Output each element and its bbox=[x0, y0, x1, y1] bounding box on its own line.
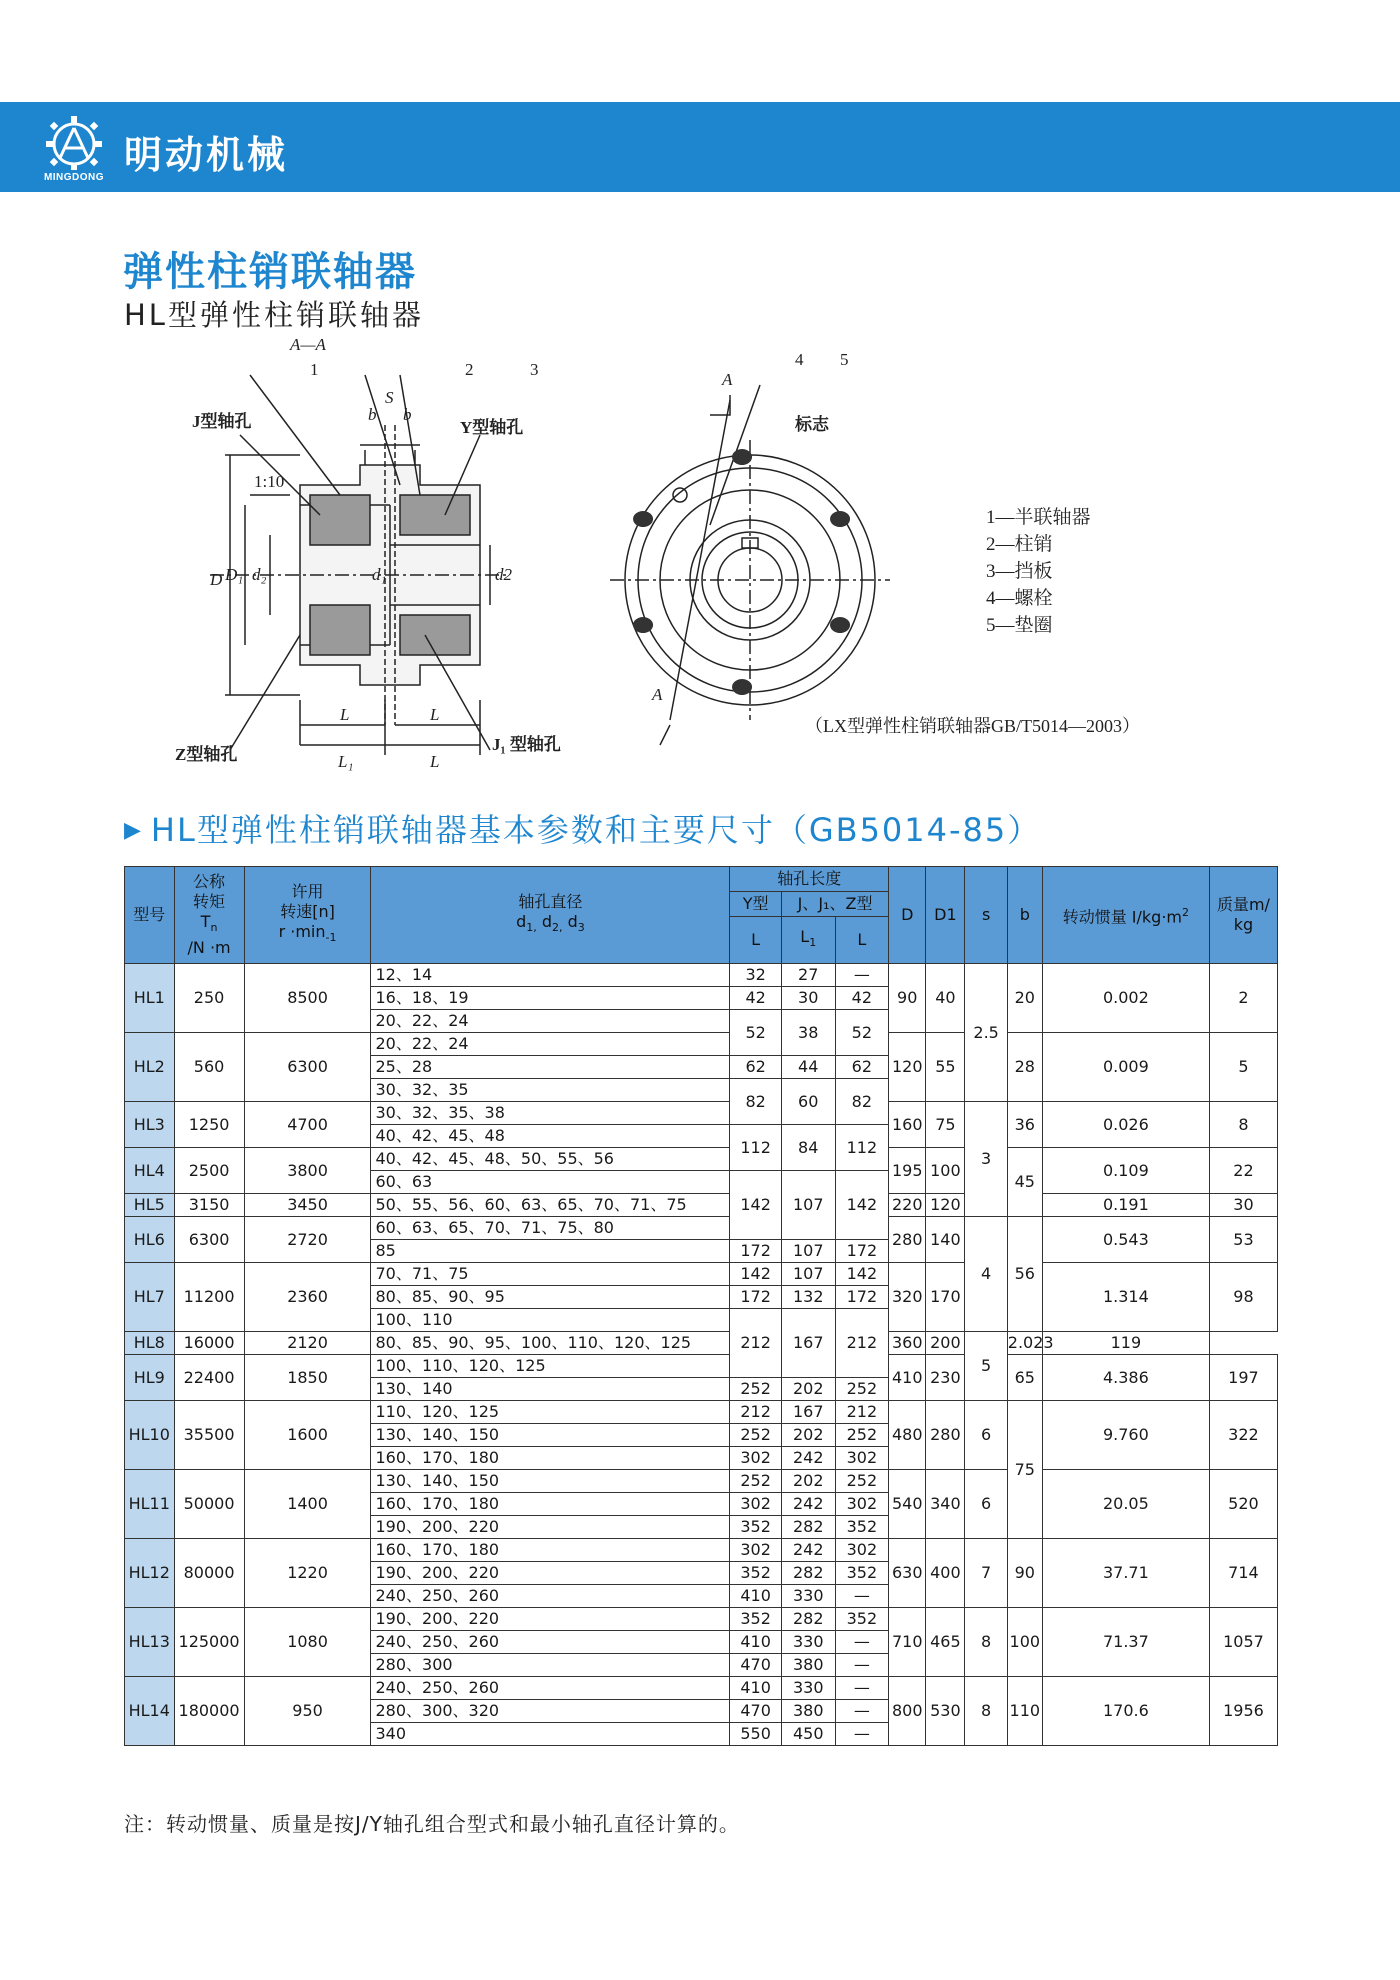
table-row: 130、140 252 202 252 bbox=[125, 1378, 1278, 1401]
label-part-4: 4 bbox=[795, 350, 804, 369]
label-d1: d₁ bbox=[372, 565, 387, 584]
label-d2-right: d2 bbox=[495, 565, 512, 584]
label-taper: 1:10 bbox=[254, 472, 285, 491]
header-L2: L bbox=[835, 917, 889, 964]
label-b-left: b bbox=[368, 405, 377, 424]
header-jz-type: J、J₁、Z型 bbox=[781, 892, 888, 917]
header-D: D bbox=[889, 867, 926, 964]
footnote: 注：转动惯量、质量是按J/Y轴孔组合型式和最小轴孔直径计算的。 bbox=[124, 1812, 740, 1836]
section-label: A—A bbox=[290, 335, 326, 354]
table-row: 240、250、260 410 330 — bbox=[125, 1631, 1278, 1654]
label-A-top: A bbox=[722, 370, 733, 389]
label-L-bottom: L bbox=[430, 752, 440, 771]
label-part-1: 1 bbox=[310, 360, 319, 379]
header-b: b bbox=[1007, 867, 1042, 964]
table-row: 160、170、180 302 242 302 bbox=[125, 1493, 1278, 1516]
label-d2-left: d₂ bbox=[252, 565, 267, 584]
table-row: 30、32、35 82 60 82 bbox=[125, 1079, 1278, 1102]
table-row: 190、200、220 352 282 352 bbox=[125, 1516, 1278, 1539]
table-row: 240、250、260 410 330 — bbox=[125, 1585, 1278, 1608]
coupling-drawing bbox=[175, 335, 1240, 775]
table-row: 20、22、24 52 38 52 bbox=[125, 1010, 1278, 1033]
header-L1: $L_1$ bbox=[781, 917, 835, 964]
label-L-right: L bbox=[430, 705, 440, 724]
header-L: L bbox=[730, 917, 782, 964]
header-bore-length: 轴孔长度 bbox=[730, 867, 889, 892]
logo-text: MINGDONG bbox=[43, 172, 105, 183]
table-row: HL3 1250 4700 30、32、35、38 160 75 3 36 0.026 8 bbox=[125, 1102, 1278, 1125]
table-row: 85 172 107 172 bbox=[125, 1240, 1278, 1263]
table-row: HL10 35500 1600 110、120、125 212 167 212 480 280 6 75 9.760 322 bbox=[125, 1401, 1278, 1424]
legend-item-1: 1—半联轴器 bbox=[986, 507, 1091, 528]
label-part-5: 5 bbox=[840, 350, 849, 369]
table-row: HL14 180000 950 240、250、260 410 330 — 800 530 8 110 170.6 1956 bbox=[125, 1677, 1278, 1700]
label-D1: D₁ bbox=[225, 565, 244, 584]
label-mark: 标志 bbox=[795, 415, 829, 434]
header-speed: 许用 转速[n] $r \cdot\min_{-1}$ bbox=[244, 867, 371, 964]
table-row: 190、200、220 352 282 352 bbox=[125, 1562, 1278, 1585]
label-A-bottom: A bbox=[652, 685, 663, 704]
table-row: 25、28 62 44 62 bbox=[125, 1056, 1278, 1079]
table-row: HL7 11200 2360 70、71、75 142 107 142 320 170 1.314 98 bbox=[125, 1263, 1278, 1286]
table-row: HL8 16000 2120 80、85、90、95、100、110、120、125 360 200 5 2.023 119 bbox=[125, 1332, 1278, 1355]
page-title: 弹性柱销联轴器 bbox=[123, 249, 417, 295]
drawing-caption: （LX型弹性柱销联轴器GB/T5014—2003） bbox=[805, 716, 1140, 736]
table-row: HL2 560 6300 20、22、24 120 55 28 0.009 5 bbox=[125, 1033, 1278, 1056]
legend-item-4: 4—螺栓 bbox=[986, 588, 1053, 609]
table-row: HL11 50000 1400 130、140、150 252 202 252 540 340 6 20.05 520 bbox=[125, 1470, 1278, 1493]
header-torque: 公称 转矩 $T_n$ /N ·m bbox=[174, 867, 244, 964]
header-D1: D1 bbox=[926, 867, 965, 964]
table-row: 40、42、45、48 112 84 112 bbox=[125, 1125, 1278, 1148]
table-row: HL13 125000 1080 190、200、220 352 282 352 710 465 8 100 71.37 1057 bbox=[125, 1608, 1278, 1631]
section-title: HL型弹性柱销联轴器基本参数和主要尺寸（GB5014-85） bbox=[150, 811, 1042, 849]
header-bore: 轴孔直径 $d_{1,}$ $d_{2,}$ $d_3$ bbox=[371, 867, 730, 964]
legend-item-5: 5—垫圈 bbox=[986, 615, 1053, 636]
table-row: HL1 250 8500 12、14 32 27 — 90 40 2.5 20 0.002 2 bbox=[125, 964, 1278, 987]
table-row: 280、300、320 470 380 — bbox=[125, 1700, 1278, 1723]
header-band bbox=[0, 102, 1400, 192]
label-z-bore: Z型轴孔 bbox=[175, 745, 238, 764]
table-row: HL6 6300 2720 60、63、65、70、71、75、80 280 140 4 56 0.543 53 bbox=[125, 1217, 1278, 1240]
legend-item-2: 2—柱销 bbox=[986, 534, 1053, 555]
table-row: HL4 2500 3800 40、42、45、48、50、55、56 195 100 45 0.109 22 bbox=[125, 1148, 1278, 1171]
table-row: 130、140、150 252 202 252 bbox=[125, 1424, 1278, 1447]
table-row: 160、170、180 302 242 302 bbox=[125, 1447, 1278, 1470]
header-y-type: Y型 bbox=[730, 892, 782, 917]
table-row: 60、63 142 107 142 bbox=[125, 1171, 1278, 1194]
header-inertia: 转动惯量 $I/kg\cdot m^2$ bbox=[1042, 867, 1209, 964]
table-row: HL12 80000 1220 160、170、180 302 242 302 630 400 7 90 37.71 714 bbox=[125, 1539, 1278, 1562]
table-row: HL9 22400 1850 100、110、120、125 410 230 65 4.386 197 bbox=[125, 1355, 1278, 1378]
label-S: S bbox=[385, 388, 394, 407]
label-L-left: L bbox=[340, 705, 350, 724]
header-s: s bbox=[965, 867, 1007, 964]
section-heading bbox=[124, 805, 1041, 851]
legend-item-3: 3—挡板 bbox=[986, 561, 1053, 582]
label-part-3: 3 bbox=[530, 360, 539, 379]
table-row: HL5 3150 3450 50、55、56、60、63、65、70、71、75 220 120 0.191 30 bbox=[125, 1194, 1278, 1217]
label-b-right: b bbox=[403, 405, 412, 424]
table-row: 80、85、90、95 172 132 172 bbox=[125, 1286, 1278, 1309]
table-row: 100、110 212 167 212 bbox=[125, 1309, 1278, 1332]
label-j1-bore: J₁ 型轴孔 bbox=[492, 735, 561, 754]
table-row: 16、18、19 42 30 42 bbox=[125, 987, 1278, 1010]
header-model: 型号 bbox=[125, 867, 175, 964]
label-j-bore: J型轴孔 bbox=[192, 412, 252, 431]
section-arrow-icon: ▶ bbox=[124, 818, 143, 843]
label-D: D bbox=[210, 570, 223, 589]
label-part-2: 2 bbox=[465, 360, 474, 379]
table-row: 280、300 470 380 — bbox=[125, 1654, 1278, 1677]
page-subtitle: HL型弹性柱销联轴器 bbox=[124, 298, 424, 332]
label-y-bore: Y型轴孔 bbox=[460, 418, 524, 437]
label-L1: L₁ bbox=[338, 752, 354, 771]
header-mass: 质量m/ kg bbox=[1209, 867, 1277, 964]
brand-name: 明动机械 bbox=[124, 133, 289, 177]
table-row: 340 550 450 — bbox=[125, 1723, 1278, 1746]
spec-table bbox=[124, 866, 1278, 1746]
